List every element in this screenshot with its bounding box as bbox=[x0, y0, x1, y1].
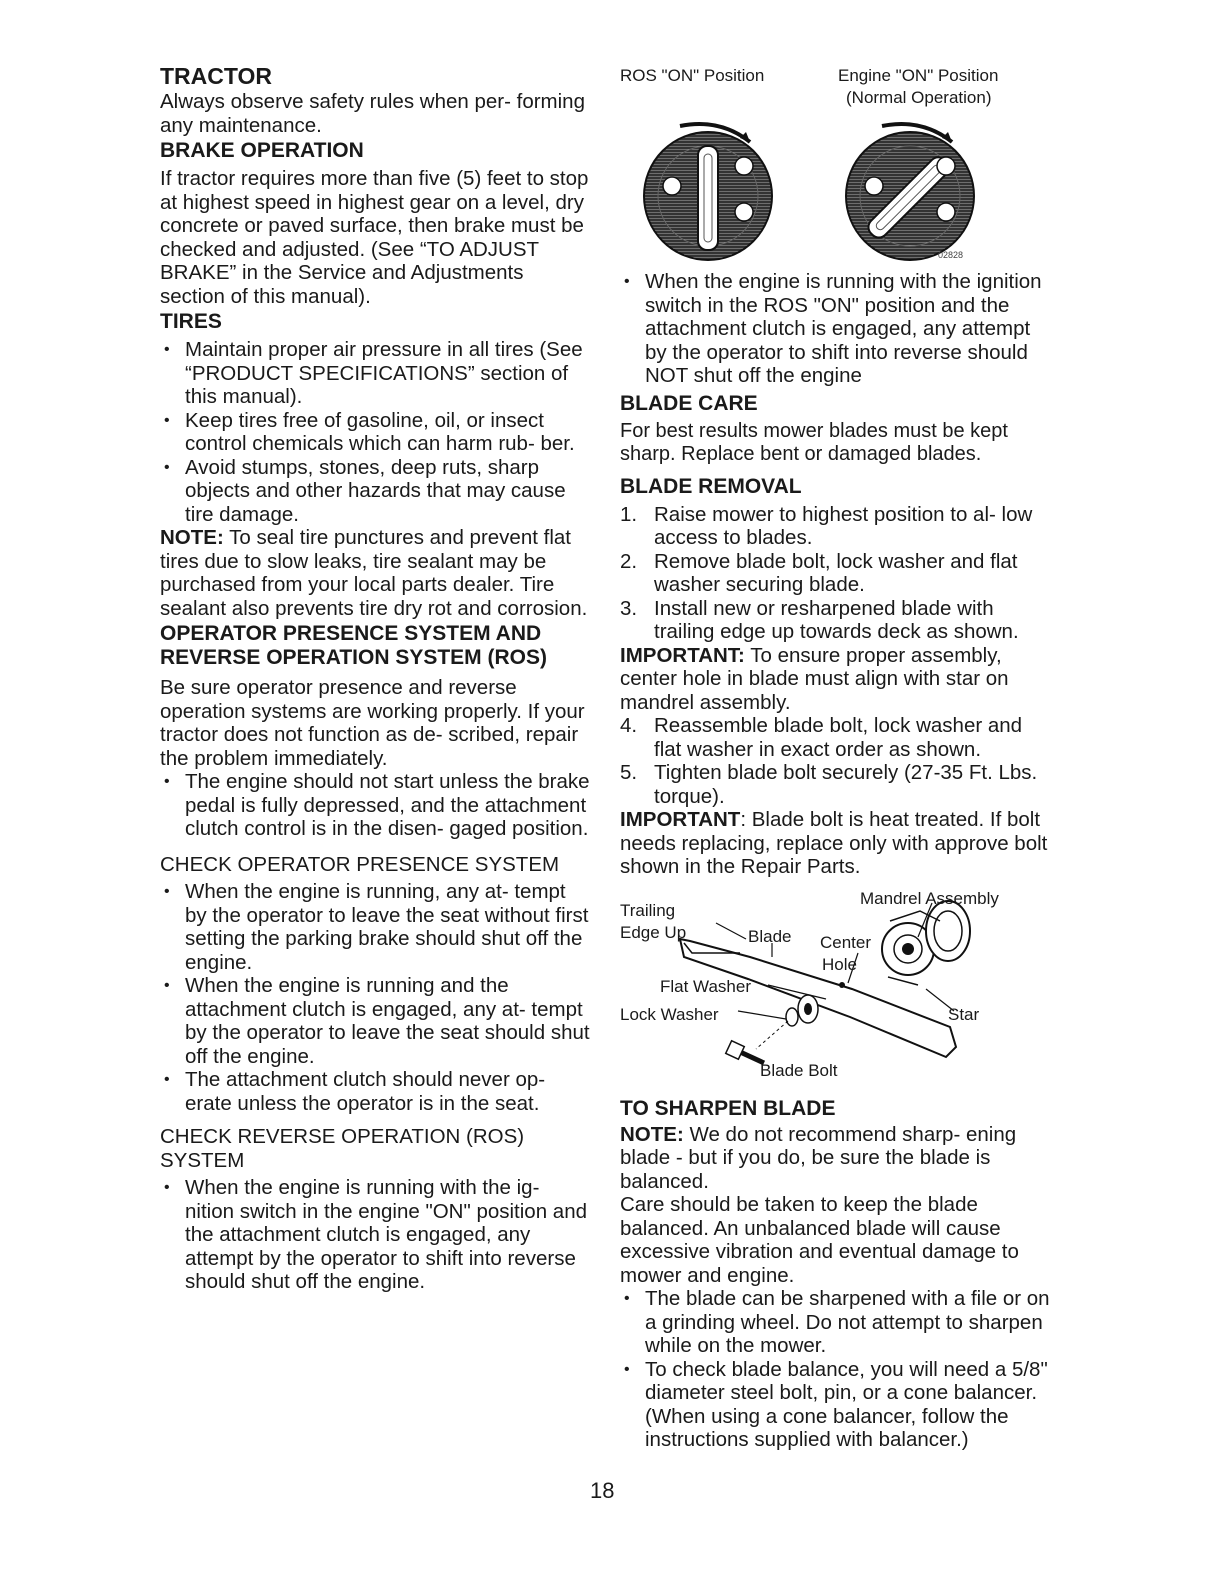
ros-on-position-label: ROS "ON" Position bbox=[620, 66, 765, 85]
important-note-1 bbox=[620, 644, 1050, 715]
sharpen-note bbox=[620, 1123, 1050, 1194]
step-text: Install new or resharpened blade with trailing edge up towards deck as shown. bbox=[654, 596, 1019, 643]
blade-care-text: For best results mower blades must be kept sharp. Replace bent or damaged blades. bbox=[620, 419, 1008, 465]
heading-check-operator-presence: CHECK OPERATOR PRESENCE SYSTEM bbox=[160, 852, 560, 876]
ros-list bbox=[620, 270, 1050, 388]
ros-dial bbox=[644, 124, 772, 260]
list-item: • The blade can be sharpened with a file or on a grinding wheel. Do not attempt to sharpen while on the mower. bbox=[620, 1287, 1050, 1358]
list-item: • Avoid stumps, stones, deep ruts, sharp objects and other hazards that may cause tire damage. bbox=[160, 456, 590, 527]
list-item bbox=[620, 503, 1050, 550]
list-item: • Maintain proper air pressure in all tires (See “PRODUCT SPECIFICATIONS” section of this manual). bbox=[160, 338, 590, 409]
section-title-tractor: TRACTOR bbox=[160, 63, 273, 89]
list-item: • When the engine is running with the ig- nition switch in the engine "ON" position and the attachment clutch is engaged, any attempt by the operator to shift into reverse should shut off the engine. bbox=[160, 1176, 590, 1294]
heading-to-sharpen-blade: TO SHARPEN BLADE bbox=[620, 1096, 836, 1120]
engine-on-position-label: Engine "ON" Position bbox=[838, 66, 999, 85]
right-column bbox=[620, 62, 1050, 1452]
list-item: • The attachment clutch should never op- erate unless the operator is in the seat. bbox=[160, 1068, 590, 1115]
step-number: 4. bbox=[620, 714, 638, 737]
list-item: • When the engine is running with the ignition switch in the ROS "ON" position and the attachment clutch is engaged, any attempt by the operator to shift into reverse should NOT shut off the engine bbox=[620, 270, 1050, 388]
step-text: Reassemble blade bolt, lock washer and flat washer in exact order as shown. bbox=[654, 714, 1023, 761]
list-item: • Keep tires free of gasoline, oil, or insect control chemicals which can harm rub- ber. bbox=[160, 409, 590, 456]
mandrel-assembly-label: Mandrel Assembly bbox=[860, 888, 999, 908]
note-label: NOTE: bbox=[160, 526, 224, 549]
note-label: NOTE: bbox=[620, 1122, 684, 1146]
center-label: Center bbox=[820, 932, 872, 952]
blade-removal-steps-a bbox=[620, 503, 1050, 644]
list-item bbox=[620, 597, 1050, 644]
sharpen-text: Care should be taken to keep the blade balanced. An unbalanced blade will cause excessive vibration and eventual damage to mower and engine. bbox=[620, 1193, 1019, 1287]
sharpen-list bbox=[620, 1287, 1050, 1452]
blade-removal-steps-b bbox=[620, 714, 1050, 808]
hole-label: Hole bbox=[822, 954, 857, 974]
figure-code: 02828 bbox=[938, 250, 964, 260]
brake-text: If tractor requires more than five (5) feet to stop at highest speed in highest gear on a level, dry concrete or paved surface, then brake must be checked and adjusted. (See “TO ADJUST BRAKE” in the Service and Adjustments section of this manual). bbox=[160, 167, 589, 308]
flat-washer-label: Flat Washer bbox=[660, 976, 752, 996]
important-text: : Blade bolt is heat treated. If bolt needs replacing, replace only with approve bolt shown in the Repair Parts. bbox=[620, 808, 1048, 878]
step-number: 1. bbox=[620, 502, 638, 526]
list-item bbox=[620, 714, 1050, 761]
page-number: 18 bbox=[590, 1478, 615, 1503]
tires-list bbox=[160, 338, 590, 526]
note-text: To seal tire punctures and prevent flat tires due to slow leaks, tire sealant may be purchased from your local parts dealer. Tire sealant also prevents tire dry rot and corrosion. bbox=[160, 526, 588, 620]
blade-label: Blade bbox=[748, 926, 792, 946]
important-text: To ensure proper assembly, center hole in blade must align with star on mandrel assembly. bbox=[620, 643, 1009, 714]
step-text: Tighten blade bolt securely (27-35 Ft. Lbs. torque). bbox=[654, 761, 1038, 808]
step-number: 3. bbox=[620, 596, 638, 620]
list-item: • When the engine is running and the attachment clutch is engaged, any at- tempt by the operator to leave the seat should shut off the engine. bbox=[160, 974, 590, 1068]
normal-operation-label: (Normal Operation) bbox=[846, 88, 992, 107]
step-text: Raise mower to highest position to al- low access to blades. bbox=[654, 502, 1033, 549]
heading-operator-presence: OPERATOR PRESENCE SYSTEM AND REVERSE OPERATION SYSTEM (ROS) bbox=[160, 622, 547, 669]
step-text: Remove blade bolt, lock washer and flat washer securing blade. bbox=[654, 549, 1018, 596]
tires-note bbox=[160, 526, 590, 620]
list-item bbox=[620, 761, 1050, 808]
important-label: IMPORTANT: bbox=[620, 643, 745, 667]
trailing-label: Trailing bbox=[620, 900, 676, 920]
heading-brake-operation: BRAKE OPERATION bbox=[160, 139, 364, 162]
engine-dial bbox=[846, 124, 974, 260]
heading-check-ros: CHECK REVERSE OPERATION (ROS) SYSTEM bbox=[160, 1125, 525, 1172]
ignition-switch-figure bbox=[620, 62, 1050, 262]
check-ros-list bbox=[160, 1176, 590, 1294]
heading-tires: TIRES bbox=[160, 310, 222, 333]
ops-text: Be sure operator presence and reverse operation systems are working properly. If your tractor does not function as de- scribed, repair the problem immediately. bbox=[160, 676, 585, 770]
ignition-switch-diagram bbox=[620, 62, 1050, 262]
list-item: • The engine should not start unless the brake pedal is fully depressed, and the attachment clutch control is in the disen- gaged position. bbox=[160, 770, 590, 841]
blade-assembly-figure bbox=[620, 881, 1050, 1091]
heading-blade-removal: BLADE REMOVAL bbox=[620, 474, 802, 498]
blade-bolt-label: Blade Bolt bbox=[760, 1060, 838, 1080]
heading-blade-care: BLADE CARE bbox=[620, 391, 758, 415]
mandrel-assembly bbox=[882, 901, 970, 985]
star-label: Star bbox=[948, 1004, 980, 1024]
list-item bbox=[620, 550, 1050, 597]
ops-list bbox=[160, 770, 590, 841]
left-column bbox=[160, 62, 590, 1294]
important-label: IMPORTANT bbox=[620, 808, 741, 831]
step-number: 2. bbox=[620, 549, 638, 573]
tractor-intro: Always observe safety rules when per- forming any maintenance. bbox=[160, 90, 585, 137]
check-ops-list bbox=[160, 880, 590, 1115]
step-number: 5. bbox=[620, 761, 638, 784]
list-item: • When the engine is running, any at- tempt by the operator to leave the seat without first setting the parking brake should shut off the engine. bbox=[160, 880, 590, 974]
lock-washer-label: Lock Washer bbox=[620, 1004, 719, 1024]
important-note-2 bbox=[620, 808, 1050, 879]
note-text: We do not recommend sharp- ening blade - but if you do, be sure the blade is balanced. bbox=[620, 1122, 1017, 1193]
edge-up-label: Edge Up bbox=[620, 922, 687, 942]
list-item: • To check blade balance, you will need a 5/8" diameter steel bolt, pin, or a cone balancer. (When using a cone balancer, follow the instructions supplied with balancer.) bbox=[620, 1358, 1050, 1452]
